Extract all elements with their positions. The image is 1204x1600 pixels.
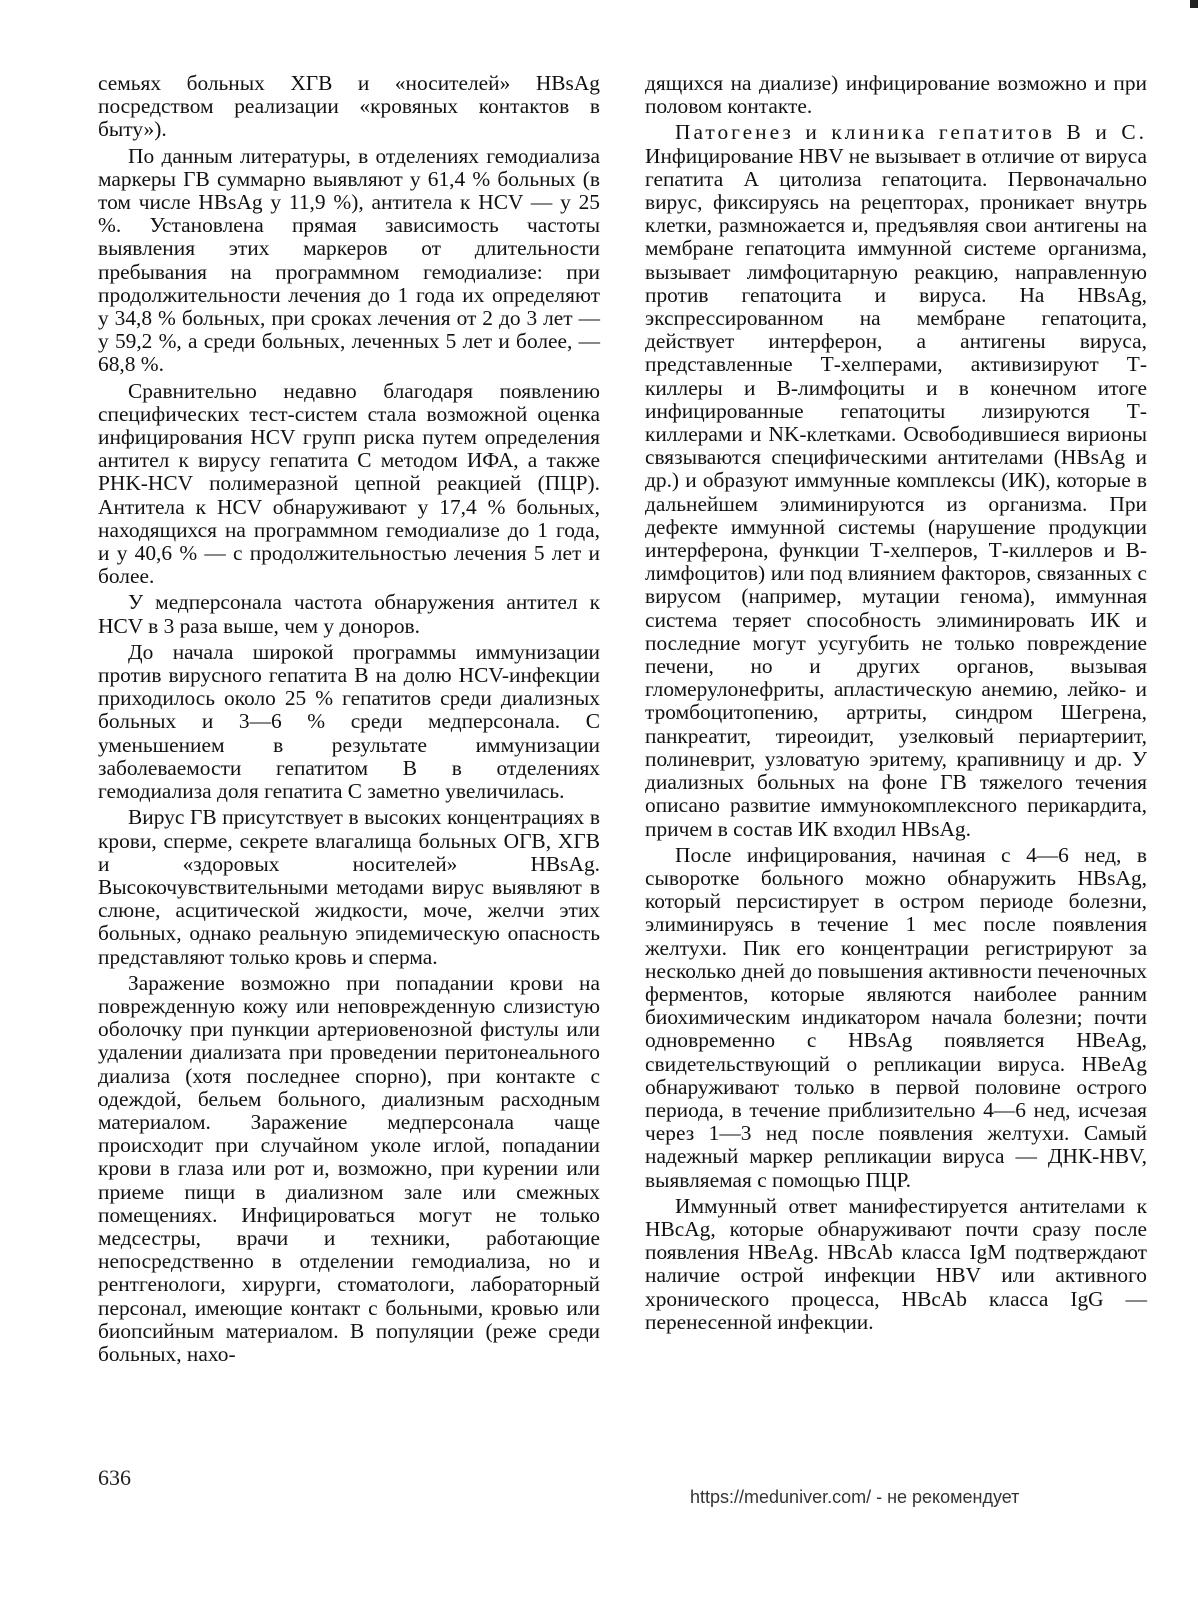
paragraph: семьях больных ХГВ и «носителей» HBsAg посредством реализации «кровяных контактов в быту»). <box>98 71 600 142</box>
section-heading: Патогенез и клиника гепатитов В и С. <box>675 120 1147 145</box>
paragraph: Сравнительно недавно благодаря появлению специфических тест-систем стала возможной оценка инфицирования HCV групп риска путем определения антител к вирусу гепатита С методом ИФА, а также PHK-HCV полимеразной цепной реакцией (ПЦР). Антитела к HCV обнаруживают у 17,4 % больных, находящихся на программном гемодиализе до 1 года, и у 40,6 % — с продолжительностью лечения 5 лет и более. <box>98 378 600 589</box>
paragraph: Заражение возможно при попадании крови на поврежденную кожу или неповрежденную слизистую оболочку при пункции артериовенозной фистулы или удалении диализата при проведении перитонеального диализа (хотя последнее спорно), при контакте с одеждой, бельем больного, диализным расходным материалом. Заражение медперсонала чаще происходит при случайном уколе иглой, попадании крови в глаза или рот и, возможно, при курении или приеме пищи в диализном зале или смежных помещениях. Инфицироваться могут не только медсестры, врачи и техники, работающие непосредственно в отделении гемодиализа, но и рентгенологи, хирурги, стоматологи, лабораторный персонал, имеющие контакт с больными, кровью или биопсийным материалом. В популяции (реже среди больных, нахо- <box>98 970 600 1366</box>
page-number: 636 <box>98 1465 131 1490</box>
paragraph: дящихся на диализе) инфицирование возможно и при половом контакте. <box>645 71 1147 119</box>
paragraph: У медперсонала частота обнаружения антител к HCV в 3 раза выше, чем у доноров. <box>98 590 600 638</box>
corner-mark <box>1190 0 1198 8</box>
watermark-link[interactable]: https://meduniver.com/ - не рекомендует <box>690 1487 1020 1507</box>
paragraph: Вирус ГВ присутствует в высоких концентрациях в крови, сперме, секрете влагалища больных ОГВ, ХГВ и «здоровых носителей» HBsAg. Высокочувствительными методами вирус выявляют в слюне, асцитической жидкости, моче, желчи этих больных, однако реальную эпидемическую опасность представляют только кровь и сперма. <box>98 805 600 969</box>
paragraph: Иммунный ответ манифестируется антителами к HBcAg, которые обнаруживают почти сразу после появления HBeAg. HBcAb класса IgM подтверждают наличие острой инфекции HBV или активного хронического процесса, HBcAb класса IgG — перенесенной инфекции. <box>645 1193 1147 1334</box>
paragraph: По данным литературы, в отделениях гемодиализа маркеры ГВ суммарно выявляют у 61,4 % больных (в том числе HBsAg у 11,9 %), антитела к HCV — у 25 %. Установлена прямая зависимость частоты выявления этих маркеров от длительности пребывания на программном гемодиализе: при продолжительности лечения до 1 года их определяют у 34,8 % больных, при сроках лечения от 2 до 3 лет — у 59,2 %, а среди больных, леченных 5 лет и более, — 68,8 %. <box>98 143 600 377</box>
right-column <box>645 72 1147 1337</box>
paragraph-body: Инфицирование HBV не вызывает в отличие от вируса гепатита А цитолиза гепатоцита. Первоначально вирус, фиксируясь на рецепторах, проникает внутрь клетки, размножается и, предъявляя свои антигены на мембране гепатоцита иммунной системе организма, вызывает лимфоцитарную реакцию, направленную против гепатоцита и вируса. На HBsAg, экспрессированном на мембране гепатоцита, действует интерферон, а антигены вируса, представленные Т-хелперами, активизируют Т-киллеры и В-лимфоциты и в конечном итоге инфицированные гепатоциты лизируются Т-киллерами и NK-клетками. Освободившиеся вирионы связываются специфическими антителами (HBsAg и др.) и образуют иммунные комплексы (ИК), которые в дальнейшем элиминируются из организма. При дефекте иммунной системы (нарушение продукции интерферона, функции Т-хелперов, Т-киллеров и В-лимфоцитов) или под влиянием факторов, связанных с вирусом (например, мутации генома), иммунная система теряет способность элиминировать ИК и последние могут усугубить не только повреждение печени, но и других органов, вызывая гломерулонефриты, апластическую анемию, лейко- и тромбоцитопению, артриты, синдром Шегрена, панкреатит, тиреоидит, узелковый периартериит, полиневрит, узловатую эритему, крапивницу и др. У диализных больных на фоне ГВ тяжелого течения описано развитие иммунокомплексного перикардита, причем в состав ИК входил HBsAg. <box>645 143 1147 841</box>
paragraph: До начала широкой программы иммунизации против вирусного гепатита В на долю HCV-инфекции приходилось около 25 % гепатитов среди диализных больных и 3—6 % среди медперсонала. С уменьшением в результате иммунизации заболеваемости гепатитом В в отделениях гемодиализа доля гепатита С заметно увеличилась. <box>98 639 600 804</box>
paragraph <box>645 121 1147 840</box>
left-column <box>98 72 600 1369</box>
paragraph: После инфицирования, начиная с 4—6 нед, в сыворотке больного можно обнаружить HBsAg, который персистирует в остром периоде болезни, элиминируясь в течение 1 мес после появления желтухи. Пик его концентрации регистрируют за несколько дней до повышения активности печеночных ферментов, которые являются наиболее ранним биохимическим индикатором начала болезни; почти одновременно с HBsAg появляется HBeAg, свидетельствующий о репликации вируса. HBeAg обнаруживают только в первой половине острого периода, в течение приблизительно 4—6 нед, исчезая через 1—3 нед после появления желтухи. Самый надежный маркер репликации вируса — ДНК-HBV, выявляемая с помощью ПЦР. <box>645 842 1147 1192</box>
